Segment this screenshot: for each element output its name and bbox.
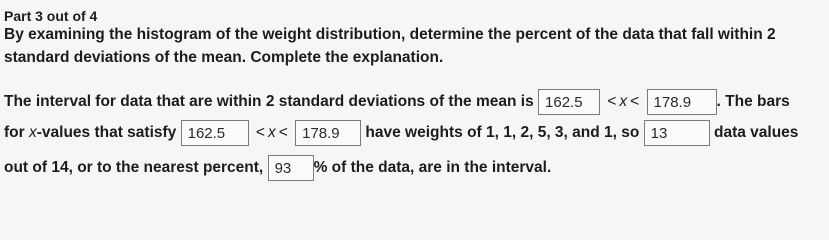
variable-x: x <box>28 124 37 142</box>
less-than-symbol: < <box>630 93 640 111</box>
variable-x: x <box>619 93 628 111</box>
explanation-text: have weights of 1, 1, 2, 5, 3, and 1, so <box>365 124 640 142</box>
explanation-text: for <box>4 124 25 142</box>
question-line-2: standard deviations of the mean. Complete the explanation. <box>4 49 444 66</box>
less-than-symbol: < <box>607 93 617 111</box>
question-line-1: By examining the histogram of the weight distribution, determine the percent of the data that fall within 2 <box>4 26 776 43</box>
part-label: Part 3 out of 4 <box>4 8 98 24</box>
explanation-text: out of 14, or to the nearest percent, <box>4 159 264 177</box>
upper-bound-input-1[interactable]: 178.9 <box>647 89 717 115</box>
count-within-input[interactable]: 13 <box>644 120 710 146</box>
explanation-text: -values that satisfy <box>36 124 177 142</box>
explanation-line-2 <box>4 123 798 143</box>
explanation-text: data values <box>713 124 799 142</box>
lower-bound-input-2[interactable]: 162.5 <box>181 120 249 146</box>
percent-within-input[interactable]: 93 <box>268 155 314 181</box>
explanation-text: % of the data, are in the interval. <box>313 159 552 177</box>
lower-bound-input-1[interactable]: 162.5 <box>538 89 600 115</box>
explanation-line-1 <box>4 92 790 112</box>
less-than-symbol: < <box>255 124 265 142</box>
upper-bound-input-2[interactable]: 178.9 <box>295 120 361 146</box>
explanation-line-3 <box>4 158 551 178</box>
less-than-symbol: < <box>278 124 288 142</box>
variable-x: x <box>267 124 276 142</box>
explanation-text: The interval for data that are within 2 standard deviations of the mean is <box>4 93 534 111</box>
explanation-text: . The bars <box>716 93 790 111</box>
